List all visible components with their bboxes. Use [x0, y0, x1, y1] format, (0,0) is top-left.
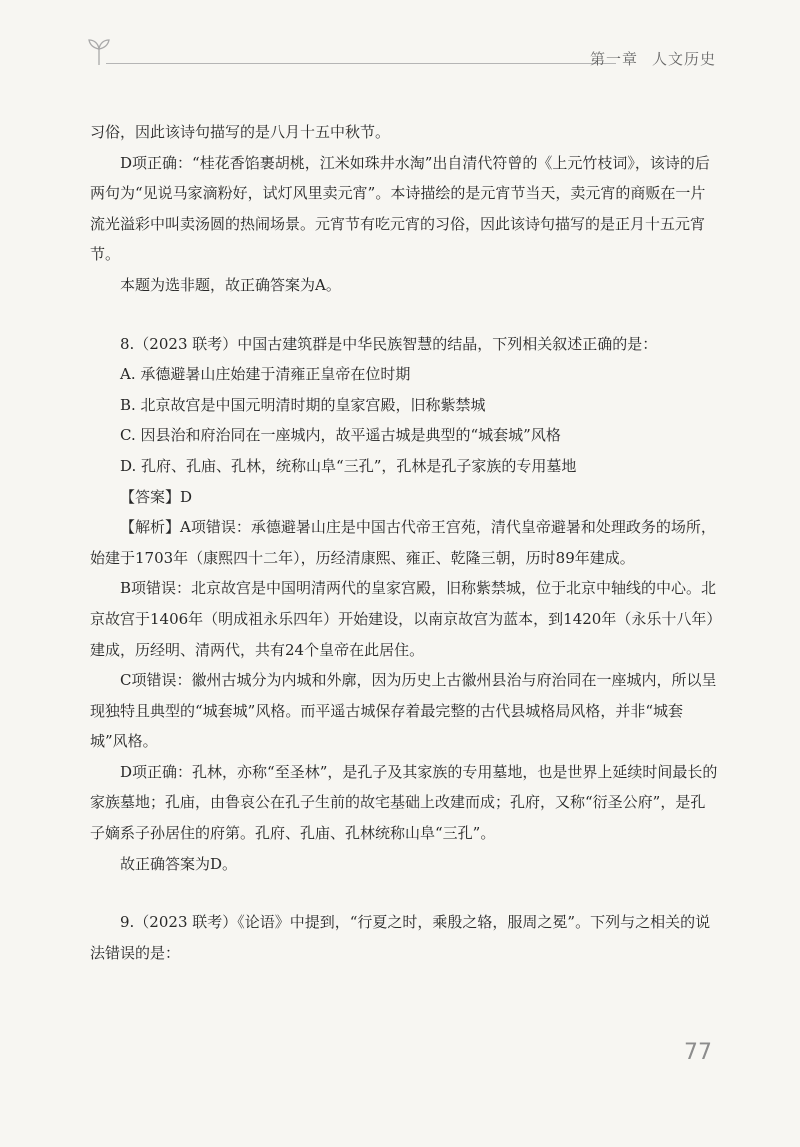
question-8-analysis-a: [90, 512, 720, 573]
question-9-stem: 9.（2023 联考）《论语》中提到，“行夏之时，乘殷之辂，服周之冕”。下列与之相关的说法错误的是：: [90, 913, 711, 962]
question-8-stem: 8.（2023 联考）中国古建筑群是中华民族智慧的结晶，下列相关叙述正确的是：: [120, 334, 658, 353]
analysis-label: 【解析】: [120, 518, 181, 537]
sprout-icon: [86, 36, 112, 66]
chapter-name: 人文历史: [651, 50, 716, 68]
page-header: [86, 36, 716, 76]
paragraph-continuation: 习俗，因此该诗句描写的是八月十五中秋节。: [90, 123, 391, 141]
answer-value: D: [180, 487, 193, 506]
question-8-option-a: A. 承德避暑山庄始建于清雍正皇帝在位时期: [120, 365, 411, 384]
header-rule: [106, 63, 616, 64]
chapter-title: [590, 48, 716, 69]
question-8-option-b: B. 北京故宫是中国元明清时期的皇家宫殿，旧称紫禁城: [120, 395, 486, 414]
answer-label: 【答案】: [120, 487, 181, 506]
question-8-conclusion: 故正确答案为D。: [120, 854, 238, 873]
page-body: [90, 117, 720, 968]
question-8-option-c: C. 因县治和府治同在一座城内，故平遥古城是典型的“城套城”风格: [120, 426, 561, 445]
question-8-answer: [90, 482, 720, 513]
analysis-a-text: A项错误：承德避暑山庄是中国古代帝王宫苑，清代皇帝避暑和处理政务的场所，始建于1703年（康熙四十二年），历经清康熙、雍正、乾隆三朝，历时89年建成。: [90, 518, 716, 567]
question-8-analysis-c: C项错误：徽州古城分为内城和外廓，因为历史上古徽州县治与府治同在一座城内，所以呈现独特且典型的“城套城”风格。而平遥古城保存着最完整的古代县城格局风格，并非“城套城”风格。: [90, 671, 717, 751]
question-8-option-d: D. 孔府、孔庙、孔林，统称山阜“三孔”，孔林是孔子家族的专用墓地: [120, 456, 577, 475]
page-number: 77: [684, 1040, 712, 1065]
paragraph-option-d-explanation: D项正确：“桂花香馅裹胡桃，江米如珠井水淘”出自清代符曾的《上元竹枝词》，该诗的后两句为“见说马家滴粉好，试灯风里卖元宵”。本诗描绘的是元宵节当天，卖元宵的商贩在一片流光溢彩中叫卖汤圆的热闹场景。元宵节有吃元宵的习俗，因此该诗句描写的是正月十五元宵节。: [90, 153, 710, 264]
question-8-analysis-d: D项正确：孔林，亦称“至圣林”，是孔子及其家族的专用墓地，也是世界上延续时间最长的家族墓地；孔庙，由鲁哀公在孔子生前的故宅基础上改建而成；孔府，又称“衍圣公府”，是孔子嫡系子孙居住的府第。孔府、孔庙、孔林统称山阜“三孔”。: [90, 762, 718, 843]
chapter-number: 第一章: [589, 50, 638, 68]
paragraph-answer-q7: 本题为选非题，故正确答案为A。: [120, 275, 341, 294]
question-8-analysis-b: B项错误：北京故宫是中国明清两代的皇家宫殿，旧称紫禁城，位于北京中轴线的中心。北京故宫于1406年（明成祖永乐四年）开始建设，以南京故宫为蓝本，到1420年（永乐十八年）建成，历经明、清两代，共有24个皇帝在此居住。: [90, 579, 717, 659]
